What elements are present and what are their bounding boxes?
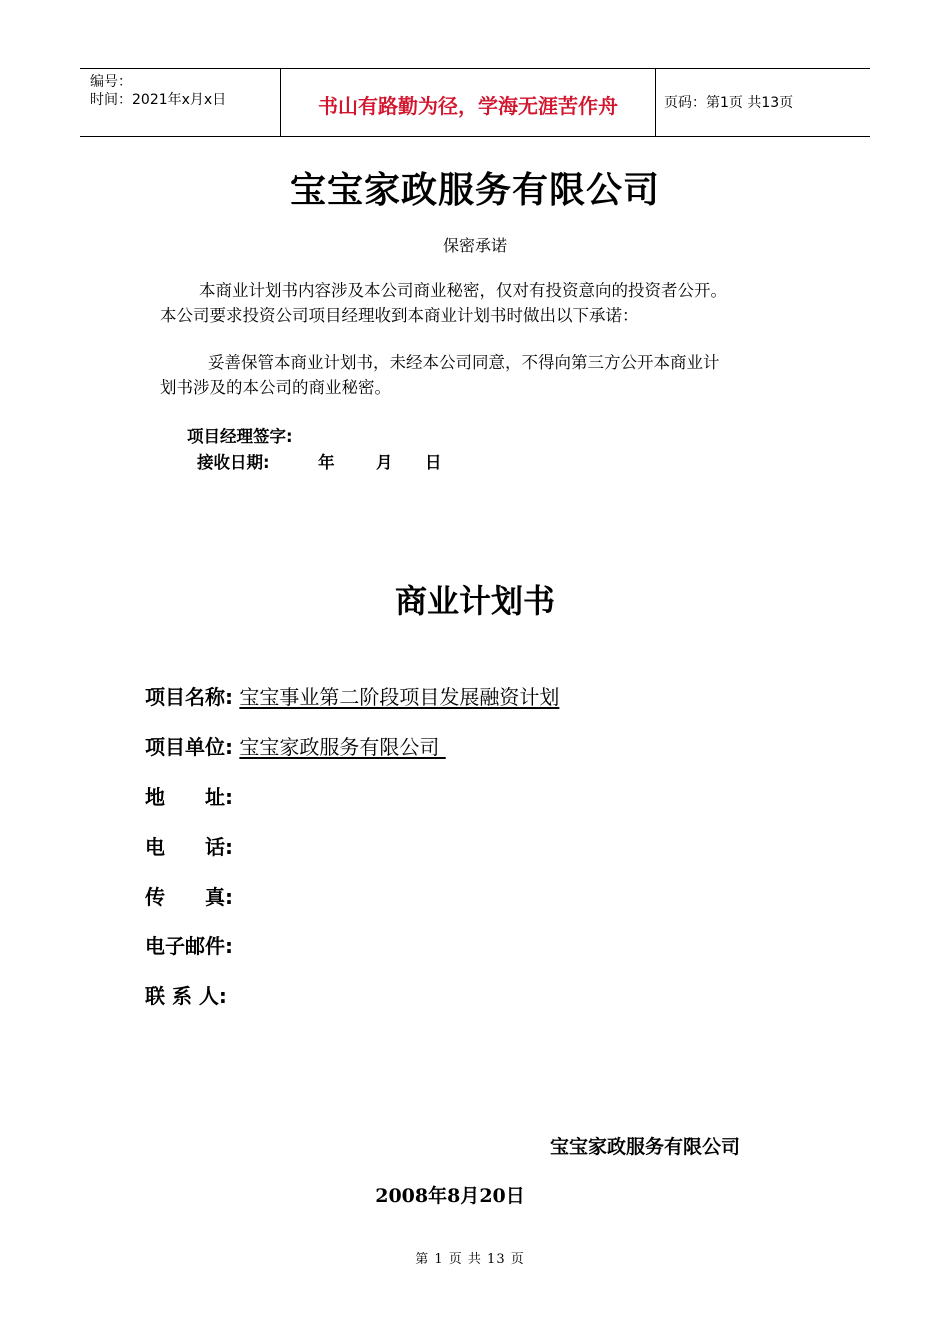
confidentiality-para2-line1: 妥善保管本商业计划书，未经本公司同意，不得向第三方公开本商业计 — [208, 353, 720, 372]
footer-company: 宝宝家政服务有限公司 — [550, 1136, 741, 1158]
header-divider-right — [655, 68, 656, 136]
field-contact — [145, 983, 227, 1009]
header-motto: 书山有路勤为径，学海无涯苦作舟 — [318, 94, 618, 118]
field-label: 地 址: — [145, 785, 233, 809]
confidentiality-para2-line2: 划书涉及的本公司的商业秘密。 — [160, 378, 391, 397]
header-time-label: 时间：2021年x月x日 — [90, 92, 227, 108]
page-footer-text: 第 1 页 共 13 页 — [415, 1252, 525, 1267]
field-address — [145, 784, 233, 810]
header-top-rule — [80, 68, 870, 69]
field-label: 项目名称: — [145, 685, 233, 709]
signature-label: 项目经理签字: — [187, 427, 293, 446]
field-phone — [145, 834, 233, 860]
receive-date-year: 年 — [318, 453, 335, 472]
header-number-label: 编号： — [90, 74, 132, 90]
footer-date: 2008年8月20日 — [375, 1185, 525, 1207]
field-label: 联 系 人: — [145, 984, 227, 1008]
plan-title: 商业计划书 — [394, 582, 555, 620]
field-label: 电 话: — [145, 835, 233, 859]
field-value: 宝宝事业第二阶段项目发展融资计划 — [239, 685, 560, 709]
header-page-info: 页码：第1页 共13页 — [664, 95, 794, 111]
field-value: 宝宝家政服务有限公司 — [239, 735, 446, 759]
field-project-name — [145, 684, 559, 710]
field-label: 电子邮件: — [145, 934, 233, 958]
confidentiality-para1-line2: 本公司要求投资公司项目经理收到本商业计划书时做出以下承诺： — [160, 306, 639, 325]
confidentiality-para1-line1: 本商业计划书内容涉及本公司商业秘密，仅对有投资意向的投资者公开。 — [199, 281, 727, 300]
company-title: 宝宝家政服务有限公司 — [289, 170, 660, 211]
receive-date-month: 月 — [376, 453, 393, 472]
receive-date-label: 接收日期: — [197, 453, 270, 472]
field-email — [145, 933, 233, 959]
header-bottom-rule — [80, 136, 870, 137]
receive-date-day: 日 — [425, 453, 442, 472]
confidentiality-title: 保密承诺 — [442, 236, 507, 255]
field-fax — [145, 884, 233, 910]
field-project-unit — [145, 734, 446, 760]
field-label: 项目单位: — [145, 735, 233, 759]
page-footer — [0, 1248, 950, 1267]
field-label: 传 真: — [145, 885, 233, 909]
